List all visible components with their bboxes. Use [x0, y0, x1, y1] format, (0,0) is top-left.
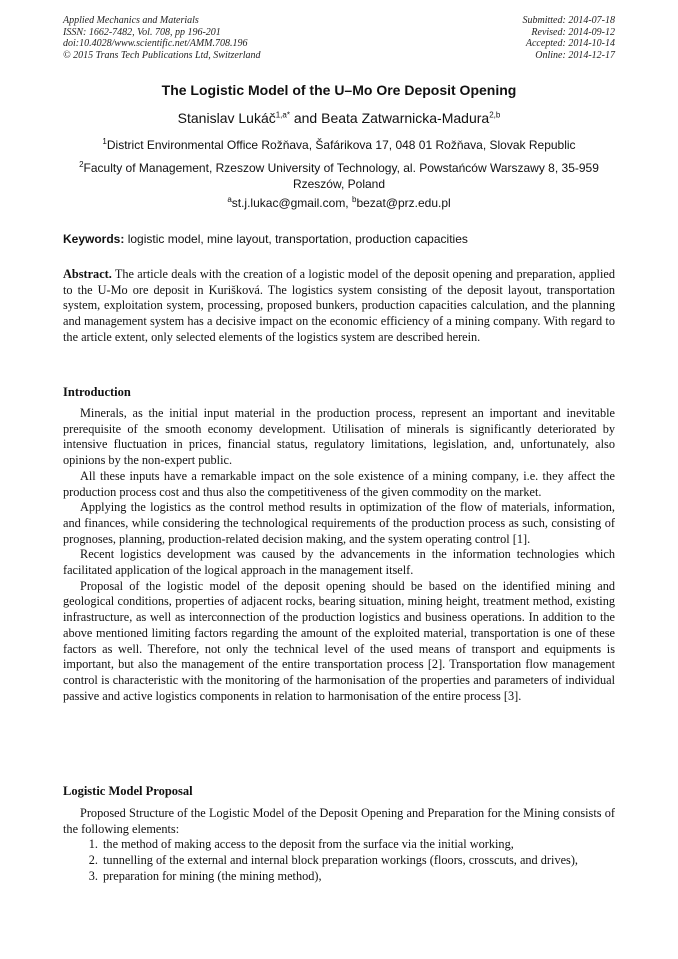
affiliation-1-text: District Environmental Office Rožňava, Šafárikova 17, 048 01 Rožňava, Slovak Republic: [106, 138, 576, 152]
author-2-marker: 2,b: [489, 110, 501, 120]
affiliation-2: [63, 160, 615, 192]
proposal-intro: Proposed Structure of the Logistic Model of the Deposit Opening and Preparation for the Mining consists of the following elements:: [63, 806, 615, 836]
accepted-date: Accepted: 2014-10-14: [525, 38, 615, 49]
abstract-text: The article deals with the creation of a logistic model of the deposit opening and preparation, applied to the U-Mo ore deposit in Kurišková. The logistics system consisting of the deposit layout, transportation system, exploitation system, processing, proposed bunkers, production capacities calculation, and the planning and management system has a decisive impact on the economic efficiency of a mining company. With regard to the article extent, only selected elements of the logistics system are described herein.: [63, 267, 615, 344]
author-emails: [63, 195, 615, 211]
journal-issn: ISSN: 1662-7482, Vol. 708, pp 196-201: [63, 26, 221, 38]
affiliation-1-marker: 1: [102, 137, 107, 146]
online-date: Online: 2014-12-17: [535, 49, 615, 61]
list-item: 3. preparation for mining (the mining method),: [101, 869, 615, 885]
revised-date: Revised: 2014-09-12: [531, 26, 615, 38]
introduction-heading: Introduction: [63, 385, 131, 399]
proposal-list: [63, 837, 615, 884]
journal-doi: doi:10.4028/www.scientific.net/AMM.708.196: [63, 38, 248, 49]
email-b-marker: b: [351, 195, 357, 204]
affiliation-1: [63, 137, 615, 153]
author-2: Beata Zatwarnicka-Madura: [321, 110, 490, 126]
email-a[interactable]: st.j.lukac@gmail.com,: [231, 196, 352, 210]
proposal-body: [63, 806, 615, 885]
author-1: Stanislav Lukáč: [177, 110, 276, 126]
keywords: [63, 232, 615, 246]
proposal-heading: Logistic Model Proposal: [63, 784, 193, 798]
author-joiner: and: [289, 110, 322, 126]
affiliation-2-line2: Rzeszów, Poland: [292, 177, 386, 191]
author-line: [40, 110, 638, 126]
intro-paragraph-1: Minerals, as the initial input material in the production process, represent an important and inevitable prerequisite of the smooth economy development. Utilisation of minerals is significantly deteriorated by intensive fluctuation in prices, financial status, regulatory limitations, legislation, and, unfortunately, also opinions by the non-expert public.: [63, 406, 615, 468]
journal-name: Applied Mechanics and Materials: [63, 15, 199, 26]
introduction-body: [63, 406, 615, 704]
list-item: 2. tunnelling of the external and internal block preparation workings (floors, crosscuts, and drives),: [101, 853, 615, 869]
submission-dates: [523, 15, 616, 61]
abstract-label: Abstract.: [63, 267, 112, 281]
keywords-label: Keywords:: [63, 232, 125, 246]
email-a-marker: a: [227, 195, 232, 204]
list-item: 1. the method of making access to the deposit from the surface via the initial working,: [101, 837, 615, 853]
author-1-marker: 1,a*: [275, 110, 290, 120]
journal-info: [63, 15, 261, 61]
submitted-date: Submitted: 2014-07-18: [522, 15, 615, 26]
intro-paragraph-5: Proposal of the logistic model of the deposit opening should be based on the identified mining and geological conditions, properties of adjacent rocks, bearing situation, mining height, treatment method, existing infrastructure, as well as interconnection of the production logistics and business operations. In addition to the above mentioned limiting factors regarding the amount of the exploited material, transportation is one of these factors as well. Therefore, not only the technical level of the used means of transport and equipments is important, but also the management of the entire transportation process [2]. Transportation flow management control is characteristic with the monitoring of the harmonisation of the properties and parameters of individual passive and active logistics components in relation to harmonisation of the entire process [3].: [63, 578, 615, 703]
affiliation-2-marker: 2: [79, 160, 84, 169]
affiliation-2-line1: Faculty of Management, Rzeszow University of Technology, al. Powstańców Warszawy 8, 35-959: [83, 161, 599, 175]
abstract: [63, 267, 615, 346]
intro-paragraph-3: Applying the logistics as the control method results in optimization of the flow of materials, information, and finances, while considering the technological requirements of the production process as such, consisting of prognoses, planning, production-related decision making, and the system operating control [1].: [63, 500, 615, 546]
intro-paragraph-4: Recent logistics development was caused by the advancements in the information technologies which facilitated application of the logical approach in the management itself.: [63, 547, 615, 578]
email-b[interactable]: bezat@prz.edu.pl: [356, 196, 451, 210]
journal-copyright: © 2015 Trans Tech Publications Ltd, Switzerland: [63, 49, 261, 61]
paper-title: The Logistic Model of the U–Mo Ore Deposit Opening: [161, 82, 517, 98]
intro-paragraph-2: All these inputs have a remarkable impact on the sole existence of a mining company, i.e. they affect the production process cost and thus also the competitiveness of the given commodity on the market.: [63, 468, 615, 499]
keywords-text: logistic model, mine layout, transportation, production capacities: [124, 232, 468, 246]
